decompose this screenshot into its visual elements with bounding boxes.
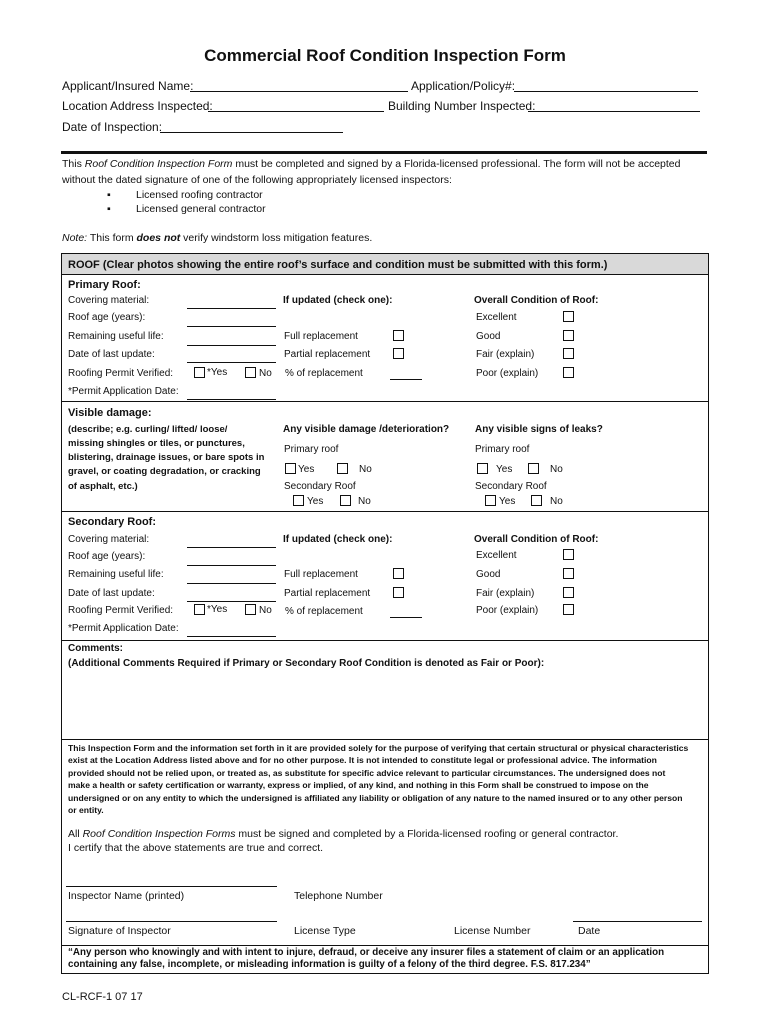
sec-pct-replacement-field[interactable]: [390, 605, 422, 618]
sec-overall-condition-title: Overall Condition of Roof:: [474, 534, 599, 545]
sec-permit-no-checkbox[interactable]: [245, 604, 256, 615]
partial-replacement-label: Partial replacement: [284, 349, 371, 360]
disclaimer-line-3: provided should not be relied upon, or treated as, as substitute for specific advice relevant to particular circumstances. The undersigned does not: [68, 768, 666, 778]
covering-field[interactable]: [187, 296, 276, 309]
sec-updated-title: If updated (check one):: [283, 534, 393, 545]
poor-label: Poor (explain): [476, 368, 539, 379]
damage-primary-no-checkbox[interactable]: [337, 463, 348, 474]
remaining-life-field[interactable]: [187, 333, 276, 346]
permit-no-label: No: [259, 368, 272, 379]
leaks-primary-yes-checkbox[interactable]: [477, 463, 488, 474]
signature-field[interactable]: [66, 921, 277, 922]
sec-permit-yes-label: *Yes: [207, 604, 228, 615]
roof-age-field[interactable]: [187, 314, 276, 327]
sec-permit-date-field[interactable]: [187, 624, 276, 637]
disclaimer-line-6: or entity.: [68, 805, 104, 815]
page-title: Commercial Roof Condition Inspection Form: [204, 46, 566, 65]
sec-partial-replacement-checkbox[interactable]: [393, 587, 404, 598]
building-label: Building Number Inspected:: [388, 99, 536, 113]
date-signed-label: Date: [578, 925, 601, 937]
sec-permit-date-label: *Permit Application Date:: [68, 623, 179, 634]
damage-desc-2: missing shingles or tiles, or punctures,: [68, 438, 245, 449]
leaks-secondary-no-checkbox[interactable]: [531, 495, 542, 506]
leaks-secondary-label: Secondary Roof: [475, 481, 547, 492]
location-field[interactable]: [208, 111, 384, 112]
leaks-primary-no-label: No: [550, 464, 563, 475]
sec-partial-replacement-label: Partial replacement: [284, 588, 371, 599]
bullet-icon: ▪: [107, 203, 111, 215]
overall-condition-title: Overall Condition of Roof:: [474, 295, 599, 306]
bullet-icon: ▪: [107, 189, 111, 201]
good-checkbox[interactable]: [563, 330, 574, 341]
sec-covering-field[interactable]: [187, 535, 276, 548]
sec-pct-replacement-label: % of replacement: [285, 606, 363, 617]
permit-yes-label: *Yes: [207, 367, 228, 378]
sec-poor-checkbox[interactable]: [563, 604, 574, 615]
signature-label: Signature of Inspector: [68, 925, 171, 937]
partial-replacement-checkbox[interactable]: [393, 348, 404, 359]
comments-field[interactable]: [66, 672, 702, 734]
permit-date-label: *Permit Application Date:: [68, 386, 179, 397]
damage-primary-yes-checkbox[interactable]: [285, 463, 296, 474]
sec-good-label: Good: [476, 569, 501, 580]
damage-primary-no-label: No: [359, 464, 372, 475]
remaining-life-label: Remaining useful life:: [68, 331, 164, 342]
applicant-label: Applicant/Insured Name:: [62, 79, 194, 93]
damage-primary-yes-label: Yes: [298, 464, 315, 475]
sec-excellent-label: Excellent: [476, 550, 517, 561]
leaks-primary-yes-label: Yes: [496, 464, 513, 475]
damage-desc-3: blistering, drainage issues, or bare spots in: [68, 452, 265, 463]
damage-primary-label: Primary roof: [284, 444, 339, 455]
permit-yes-checkbox[interactable]: [194, 367, 205, 378]
telephone-label: Telephone Number: [294, 890, 383, 902]
sec-fair-label: Fair (explain): [476, 588, 535, 599]
intro-line-1: This Roof Condition Inspection Form must be completed and signed by a Florida-licensed professional. The form will not be accepted: [62, 158, 681, 170]
location-label: Location Address Inspected:: [62, 99, 213, 113]
disclaimer-line-2: exist at the Location Address listed above and for no other purpose. It is not intended to constitute legal or professional advice. The information: [68, 755, 657, 765]
last-update-label: Date of last update:: [68, 349, 155, 360]
permit-label: Roofing Permit Verified:: [68, 368, 174, 379]
last-update-field[interactable]: [187, 350, 276, 363]
roof-age-label: Roof age (years):: [68, 312, 146, 323]
roof-header: ROOF (Clear photos showing the entire roof’s surface and condition must be submitted with this form.): [68, 259, 608, 271]
bullet-general: Licensed general contractor: [136, 203, 266, 215]
intro-line-2: without the dated signature of one of the following appropriately licensed inspectors:: [62, 174, 452, 186]
sec-good-checkbox[interactable]: [563, 568, 574, 579]
date-label: Date of Inspection:: [62, 120, 163, 134]
leaks-question: Any visible signs of leaks?: [475, 424, 603, 435]
warning-line-1: “Any person who knowingly and with intent to injure, defraud, or deceive any insurer files a statement of claim or an application: [68, 947, 665, 958]
sec-roof-age-field[interactable]: [187, 553, 276, 566]
leaks-secondary-yes-checkbox[interactable]: [485, 495, 496, 506]
sec-remaining-life-label: Remaining useful life:: [68, 569, 164, 580]
comments-title: Comments:: [68, 643, 124, 654]
license-type-label: License Type: [294, 925, 356, 937]
warning-line-2: containing any false, incomplete, or misleading information is guilty of a felony of the third degree. F.S. 817.234”: [68, 959, 591, 970]
leaks-secondary-no-label: No: [550, 496, 563, 507]
damage-secondary-no-checkbox[interactable]: [340, 495, 351, 506]
policy-field[interactable]: [514, 91, 698, 92]
bullet-roofing: Licensed roofing contractor: [136, 189, 263, 201]
sec-excellent-checkbox[interactable]: [563, 549, 574, 560]
applicant-field[interactable]: [190, 91, 408, 92]
certify-line-2: I certify that the above statements are true and correct.: [68, 842, 324, 854]
fair-checkbox[interactable]: [563, 348, 574, 359]
pct-replacement-label: % of replacement: [285, 368, 363, 379]
full-replacement-label: Full replacement: [284, 331, 358, 342]
sec-remaining-life-field[interactable]: [187, 571, 276, 584]
sec-last-update-field[interactable]: [187, 589, 276, 602]
sec-full-replacement-checkbox[interactable]: [393, 568, 404, 579]
form-code: CL-RCF-1 07 17: [62, 991, 143, 1003]
leaks-secondary-yes-label: Yes: [499, 496, 516, 507]
disclaimer-line-1: This Inspection Form and the information set forth in it are provided solely for the purpose of verifying that certain structural or physical characteristics: [68, 743, 689, 753]
damage-desc-4: gravel, or coating degradation, or cracking: [68, 466, 261, 477]
damage-desc-5: of asphalt, etc.): [68, 481, 138, 492]
damage-secondary-label: Secondary Roof: [284, 481, 356, 492]
leaks-primary-label: Primary roof: [475, 444, 530, 455]
sec-last-update-label: Date of last update:: [68, 588, 155, 599]
damage-secondary-yes-label: Yes: [307, 496, 324, 507]
sec-poor-label: Poor (explain): [476, 605, 539, 616]
poor-checkbox[interactable]: [563, 367, 574, 378]
sec-covering-label: Covering material:: [68, 534, 150, 545]
damage-secondary-no-label: No: [358, 496, 371, 507]
comments-subtitle: (Additional Comments Required if Primary or Secondary Roof Condition is denoted as Fair or Poor):: [68, 658, 545, 669]
date-signed-field[interactable]: [573, 921, 702, 922]
license-number-label: License Number: [454, 925, 531, 937]
sec-permit-yes-checkbox[interactable]: [194, 604, 205, 615]
sec-permit-no-label: No: [259, 605, 272, 616]
primary-roof-title: Primary Roof:: [68, 279, 141, 291]
fair-label: Fair (explain): [476, 349, 535, 360]
sec-full-replacement-label: Full replacement: [284, 569, 358, 580]
certify-line-1: All Roof Condition Inspection Forms must be signed and completed by a Florida-licensed roofing or general contractor.: [68, 828, 619, 840]
covering-label: Covering material:: [68, 295, 150, 306]
inspector-name-label: Inspector Name (printed): [68, 890, 185, 902]
good-label: Good: [476, 331, 501, 342]
sec-roof-age-label: Roof age (years):: [68, 551, 146, 562]
permit-no-checkbox[interactable]: [245, 367, 256, 378]
date-field[interactable]: [160, 132, 343, 133]
damage-question: Any visible damage /deterioration?: [283, 424, 450, 435]
disclaimer-line-5: undersigned or on any entity to which the undersigned is affiliated any liability or obligation of any nature to the named insured or to any other person: [68, 793, 683, 803]
excellent-checkbox[interactable]: [563, 311, 574, 322]
building-field[interactable]: [528, 111, 700, 112]
damage-secondary-yes-checkbox[interactable]: [293, 495, 304, 506]
policy-label: Application/Policy#:: [411, 79, 516, 93]
sec-permit-label: Roofing Permit Verified:: [68, 605, 174, 616]
damage-desc-1: (describe; e.g. curling/ lifted/ loose/: [68, 424, 228, 435]
divider: [61, 151, 707, 154]
note: Note: This form does not verify windstorm loss mitigation features.: [62, 232, 373, 244]
visible-damage-title: Visible damage:: [68, 407, 152, 419]
permit-date-field[interactable]: [187, 387, 276, 400]
sec-fair-checkbox[interactable]: [563, 587, 574, 598]
inspector-name-field[interactable]: [66, 886, 277, 887]
leaks-primary-no-checkbox[interactable]: [528, 463, 539, 474]
secondary-roof-title: Secondary Roof:: [68, 516, 157, 528]
excellent-label: Excellent: [476, 312, 517, 323]
updated-title: If updated (check one):: [283, 295, 393, 306]
disclaimer-line-4: make a health or safety certification or warranty, express or implied, of any kind, and nothing in this Form shall be construed to impose on the: [68, 780, 649, 790]
full-replacement-checkbox[interactable]: [393, 330, 404, 341]
pct-replacement-field[interactable]: [390, 367, 422, 380]
